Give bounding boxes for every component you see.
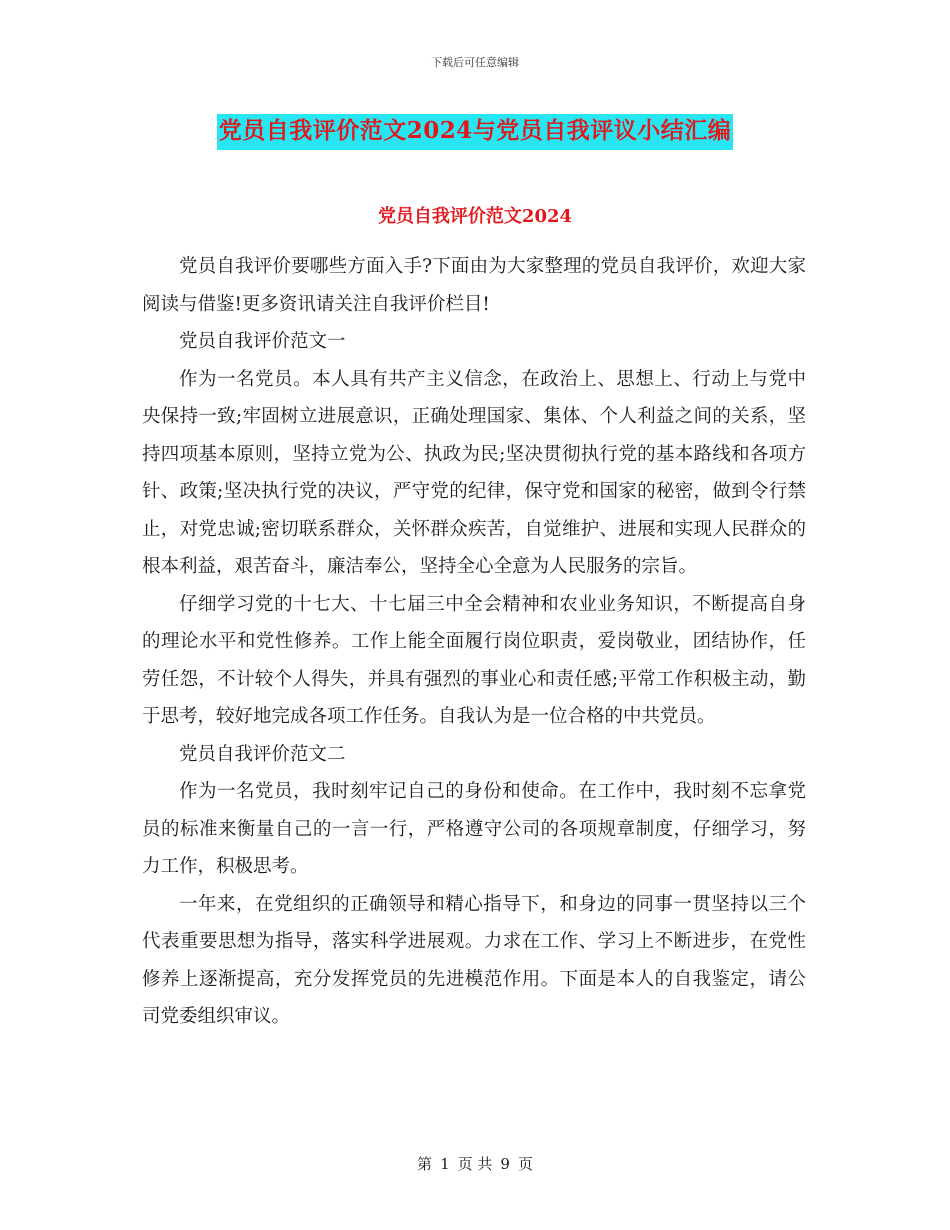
page-footer (0, 1153, 950, 1174)
document-body (142, 248, 806, 1036)
paragraph: 仔细学习党的十七大、十七届三中全会精神和农业业务知识，不断提高自身的理论水平和党性修养。工作上能全面履行岗位职责，爱岗敬业，团结协作，任劳任怨，不计较个人得失，并具有强烈的事业心和责任感;平常工作积极主动，勤于思考，较好地完成各项工作任务。自我认为是一位合格的中共党员。 (142, 593, 806, 727)
paragraph-intro: 党员自我评价要哪些方面入手?下面由为大家整理的党员自我评价，欢迎大家阅读与借鉴!更多资讯请关注自我评价栏目! (142, 256, 806, 315)
section-heading-1: 党员自我评价范文一 (179, 331, 346, 352)
footer-prefix: 第 (417, 1155, 433, 1173)
sub-title: 党员自我评价范文2024 (377, 206, 573, 227)
paragraph: 一年来，在党组织的正确领导和精心指导下，和身边的同事一贯坚持以三个代表重要思想为指导，落实科学进展观。力求在工作、学习上不断进步，在党性修养上逐渐提高，充分发挥党员的先进模范作用。下面是本人的自我鉴定，请公司党委组织审议。 (142, 893, 806, 1027)
paragraph: 作为一名党员，我时刻牢记自己的身份和使命。在工作中，我时刻不忘拿党员的标准来衡量自己的一言一行，严格遵守公司的各项规章制度，仔细学习，努力工作，积极思考。 (142, 781, 806, 877)
main-title-container (0, 114, 950, 150)
section-heading-2: 党员自我评价范文二 (179, 743, 346, 765)
page-number: 1 (440, 1155, 450, 1173)
header-note: 下载后可任意编辑 (431, 56, 519, 69)
page-total: 9 (500, 1155, 510, 1173)
footer-mid: 页 共 (457, 1155, 493, 1173)
footer-suffix: 页 (517, 1155, 533, 1173)
paragraph: 作为一名党员。本人具有共产主义信念，在政治上、思想上、行动上与党中央保持一致;牢固树立进展意识，正确处理国家、集体、个人利益之间的关系，坚持四项基本原则，坚持立党为公、执政为民;坚决贯彻执行党的基本路线和各项方针、政策;坚决执行党的决议，严守党的纪律，保守党和国家的秘密，做到令行禁止，对党忠诚;密切联系群众，关怀群众疾苦，自觉维护、进展和实现人民群众的根本利益，艰苦奋斗，廉洁奉公，坚持全心全意为人民服务的宗旨。 (142, 368, 806, 577)
main-title: 党员自我评价范文2024与党员自我评议小结汇编 (217, 114, 734, 150)
